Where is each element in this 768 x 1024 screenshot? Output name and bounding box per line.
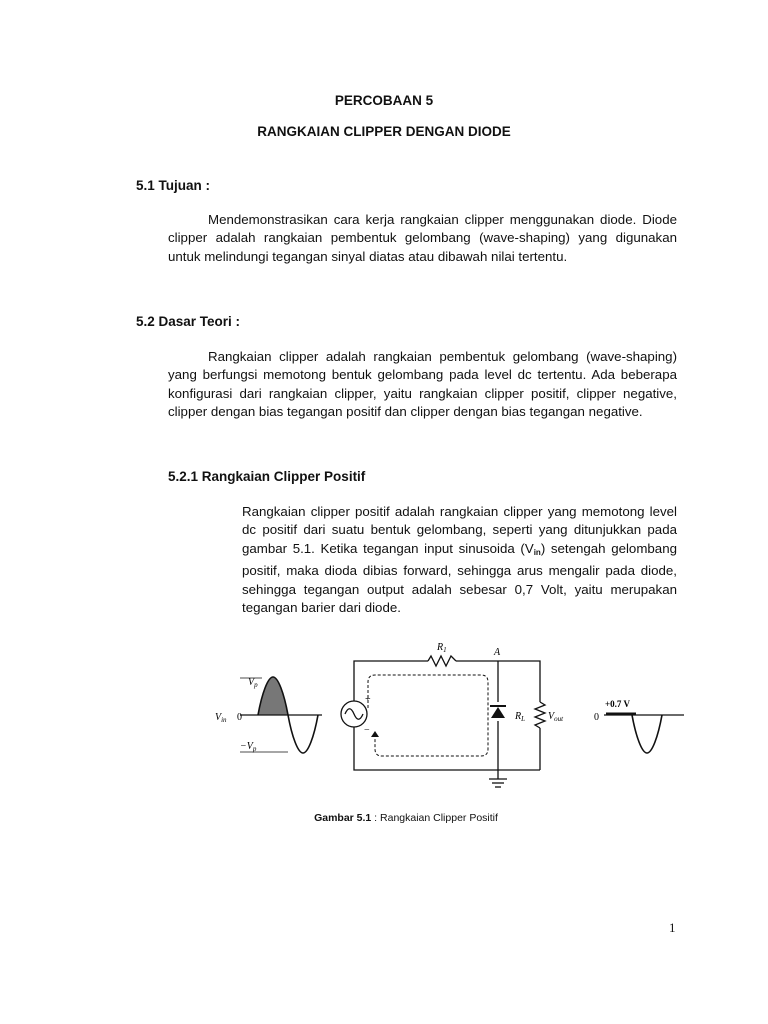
resistor-r1 [428, 656, 456, 666]
ground-icon [489, 779, 507, 787]
figure-caption: Gambar 5.1 : Rangkaian Clipper Positif [314, 812, 498, 824]
section-heading-tujuan: 5.1 Tujuan : [136, 178, 211, 193]
label-vp: $V_p$ [248, 677, 258, 689]
section-text-dasar-teori: Rangkaian clipper adalah rangkaian pembentuk gelombang (wave-shaping) yang berfungsi memotong bentuk gelombang pada level dc tertentu. Ada beberapa konfigurasi dari rangkaian clipper, yaitu rangkaian clipper positif, clipper negative, clipper dengan bias tegangan positif dan clipper dengan bias tegangan negative. [168, 349, 677, 420]
page-number: 1 [669, 920, 676, 935]
label-zero-output: 0 [594, 712, 599, 723]
resistor-rl [535, 702, 545, 728]
output-waveform [604, 714, 684, 753]
current-arrowhead-icon [371, 731, 379, 737]
label-plus: + [365, 694, 371, 705]
label-r1: $R_1$ [437, 642, 447, 654]
label-node-a: A [494, 647, 501, 658]
label-rl: $R_L$ [515, 711, 526, 723]
label-minus: − [364, 725, 370, 736]
diode-symbol [490, 706, 506, 718]
label-neg-vp: $-V_p$ [240, 741, 257, 753]
section-text-tujuan: Mendemonstrasikan cara kerja rangkaian clipper menggunakan diode. Diode clipper adalah rangkaian pembentuk gelombang (wave-shaping) yang digunakan untuk melindungi tegangan sinyal diatas atau dibawah nilai tertentu. [168, 212, 677, 264]
page-title: PERCOBAAN 5 [334, 93, 434, 108]
label-vout: $V_{out}$ [548, 711, 564, 723]
section-heading-dasar-teori: 5.2 Dasar Teori : [136, 314, 241, 329]
label-clip-level: +0.7 V [605, 699, 630, 709]
circuit-wires [354, 661, 540, 779]
label-vin: $V_{in}$ [215, 712, 227, 724]
subsection-heading-clipper-positif: 5.2.1 Rangkaian Clipper Positif [168, 469, 366, 484]
current-path-arrow [368, 675, 488, 756]
ac-source-icon [341, 701, 367, 727]
subsection-text-clipper-positif: Rangkaian clipper positif adalah rangkaian clipper yang memotong level dc positif dari suatu bentuk gelombang, seperti yang ditunjukkan pada gambar 5.1. Ketika tegangan input sinusoida $(V_{in})$ setengah gelombang positif, maka dioda dibias forward, sehingga arus mengalir pada diode, sehingga tegangan output adalah sebesar 0,7 Volt, yaitu merupakan tegangan barier dari diode. [242, 504, 677, 616]
label-zero-input: 0 [237, 712, 242, 723]
page-subtitle: RANGKAIAN CLIPPER DENGAN DIODE [257, 124, 511, 139]
figure-clipper-circuit [0, 625, 768, 795]
